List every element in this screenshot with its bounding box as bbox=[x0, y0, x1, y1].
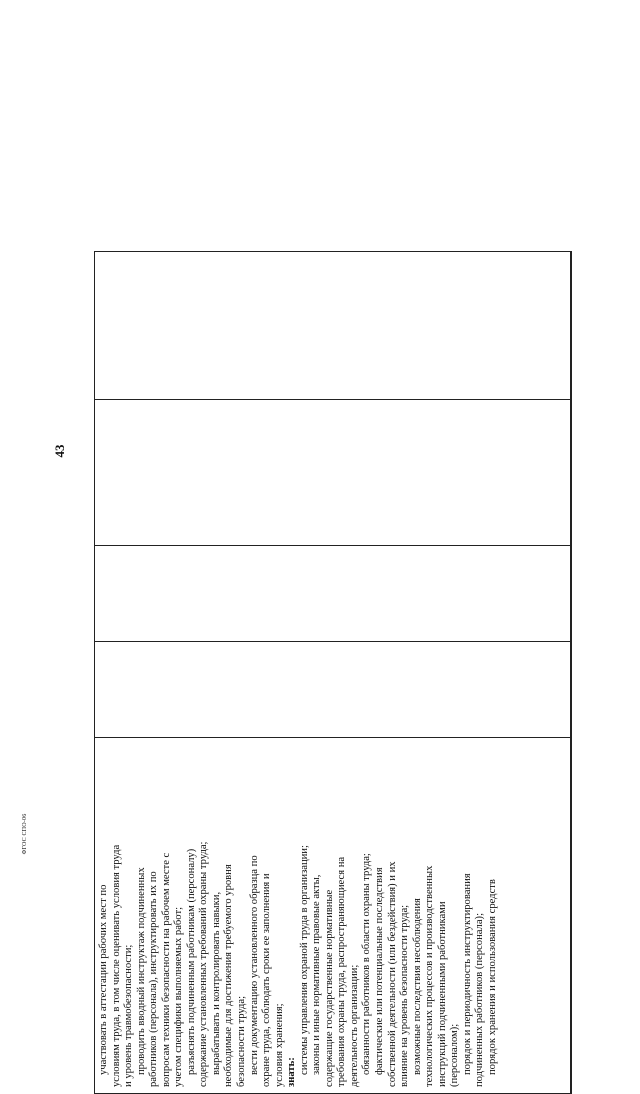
text-line: охране труда, соблюдать сроки ее заполнения и bbox=[261, 873, 273, 1087]
text-line: проводить вводный инструктаж подчиненных bbox=[135, 867, 147, 1075]
text-line: вопросам техники безопасности на рабочем месте с bbox=[160, 852, 172, 1087]
text-line: условия хранения; bbox=[273, 1003, 285, 1087]
table-cell-empty bbox=[570, 400, 571, 546]
text-line: содержащие государственные нормативные bbox=[323, 889, 335, 1087]
page-number: 43 bbox=[52, 444, 67, 458]
text-line: вырабатывать и контролировать навыки, bbox=[210, 891, 222, 1075]
text-line: учетом специфики выполняемых работ; bbox=[173, 906, 185, 1087]
table-cell-empty bbox=[570, 546, 571, 642]
text-line: системы управления охраной труда в организации; bbox=[298, 845, 310, 1075]
text-line: порядок и периодичность инструктирования bbox=[461, 873, 473, 1075]
text-line: содержание установленных требований охраны труда; bbox=[198, 841, 210, 1087]
table-cell-empty bbox=[570, 252, 571, 400]
table-cell-empty bbox=[95, 400, 571, 546]
content-table bbox=[94, 252, 572, 1094]
text-line: инструкций подчиненными работниками bbox=[436, 901, 448, 1087]
text-line: фактические или потенциальные последствия bbox=[374, 867, 386, 1075]
text-line: условиям труда, в том числе оценивать условия труда bbox=[110, 844, 122, 1087]
text-line: законы и иные нормативные правовые акты, bbox=[311, 874, 323, 1075]
text-line: и уровень травмобезопасности; bbox=[123, 944, 135, 1087]
text-line: вести документацию установленного образца по bbox=[248, 855, 260, 1075]
text-line: деятельность организации; bbox=[348, 964, 360, 1087]
table-cell-empty bbox=[570, 738, 571, 1094]
text-line: разъяснять подчиненным работникам (персоналу) bbox=[185, 848, 197, 1075]
footer-code: ФГОС СПО-06 bbox=[22, 813, 28, 855]
text-line: порядок хранения и использования средств bbox=[486, 879, 498, 1075]
text-line: участвовать в аттестации рабочих мест по bbox=[98, 884, 109, 1075]
text-line: собственной деятельности (или бездействия) и их bbox=[386, 861, 398, 1087]
table-cell-empty bbox=[95, 546, 571, 642]
text-line: обязанности работников в области охраны труда; bbox=[361, 853, 373, 1075]
text-line: (персоналом); bbox=[449, 1023, 461, 1087]
table-cell-description bbox=[95, 738, 571, 1094]
text-line: работников (персонала), инструктировать их по bbox=[148, 871, 160, 1087]
text-line: подчиненных работников (персонала); bbox=[474, 912, 486, 1087]
text-line: безопасности труда; bbox=[236, 995, 248, 1087]
table-cell-empty bbox=[95, 642, 571, 738]
text-line: необходимые для достижения требуемого уровня bbox=[223, 864, 235, 1087]
table-cell-empty bbox=[570, 642, 571, 738]
text-line: возможные последствия несоблюдения bbox=[411, 898, 423, 1075]
requirements-text bbox=[95, 738, 502, 1093]
table-cell-empty bbox=[95, 252, 571, 400]
text-line: влияние на уровень безопасности труда; bbox=[399, 904, 411, 1087]
text-line: требования охраны труда, распространяющиеся на bbox=[336, 856, 348, 1087]
text-line: знать: bbox=[286, 1057, 298, 1087]
text-line: технологических процессов и производственных bbox=[424, 865, 436, 1087]
